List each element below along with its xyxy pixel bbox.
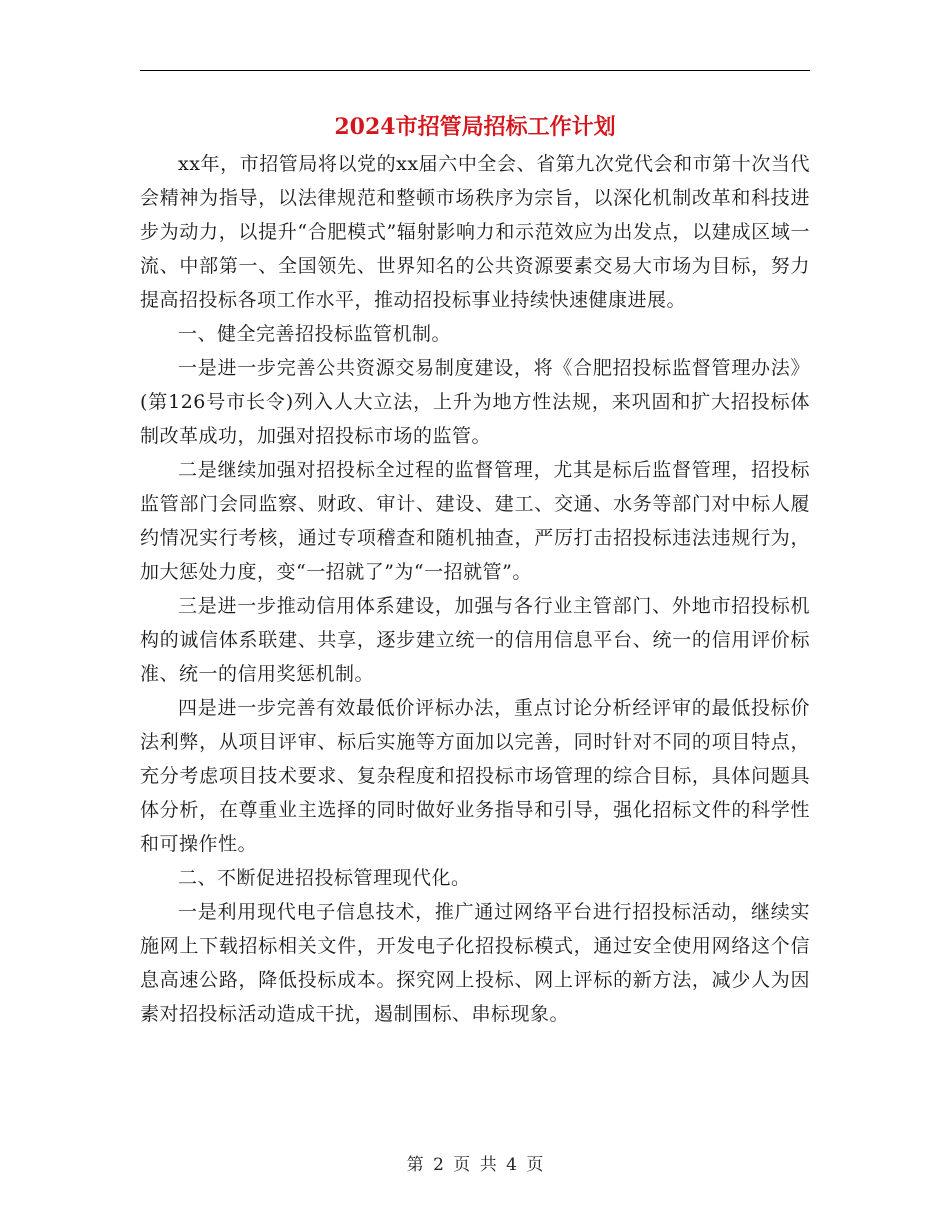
document-body bbox=[140, 147, 810, 1031]
header-rule bbox=[140, 70, 810, 71]
section-heading-2: 二、不断促进招投标管理现代化。 bbox=[178, 867, 471, 889]
document-title: 2024市招管局招标工作计划 bbox=[334, 114, 616, 140]
body-paragraph: 四是进一步完善有效最低价评标办法，重点讨论分析经评审的最低投标价法利弊，从项目评审、标后实施等方面加以完善，同时针对不同的项目特点，充分考虑项目技术要求、复杂程度和招投标市场管理的综合目标，具体问题具体分析，在尊重业主选择的同时做好业务指导和引导，强化招标文件的科学性和可操作性。 bbox=[140, 697, 810, 855]
body-paragraph: 二是继续加强对招投标全过程的监督管理，尤其是标后监督管理，招投标监管部门会同监察、财政、审计、建设、建工、交通、水务等部门对中标人履约情况实行考核，通过专项稽查和随机抽查，严厉打击招投标违法违规行为，加大惩处力度，变“一招就了”为“一招就管”。 bbox=[140, 459, 810, 583]
section-heading-1: 一、健全完善招投标监管机制。 bbox=[178, 323, 452, 345]
body-paragraph: 三是进一步推动信用体系建设，加强与各行业主管部门、外地市招投标机构的诚信体系联建、共享，逐步建立统一的信用信息平台、统一的信用评价标准、统一的信用奖惩机制。 bbox=[140, 595, 810, 685]
page-number-footer: 第 2 页 共 4 页 bbox=[406, 1155, 544, 1175]
body-paragraph: 一是利用现代电子信息技术，推广通过网络平台进行招投标活动，继续实施网上下载招标相关文件，开发电子化招投标模式，通过安全使用网络这个信息高速公路，降低投标成本。探究网上投标、网上评标的新方法，减少人为因素对招投标活动造成干扰，遏制围标、串标现象。 bbox=[140, 901, 810, 1025]
body-paragraph: 一是进一步完善公共资源交易制度建设，将《合肥招投标监督管理办法》(第126号市长令)列入人大立法，上升为地方性法规，来巩固和扩大招投标体制改革成功，加强对招投标市场的监管。 bbox=[140, 357, 810, 447]
intro-paragraph: xx年，市招管局将以党的xx届六中全会、省第九次党代会和市第十次当代会精神为指导，以法律规范和整顿市场秩序为宗旨，以深化机制改革和科技进步为动力，以提升“合肥模式”辐射影响力和示范效应为出发点，以建成区域一流、中部第一、全国领先、世界知名的公共资源要素交易大市场为目标，努力提高招投标各项工作水平，推动招投标事业持续快速健康进展。 bbox=[140, 153, 810, 311]
